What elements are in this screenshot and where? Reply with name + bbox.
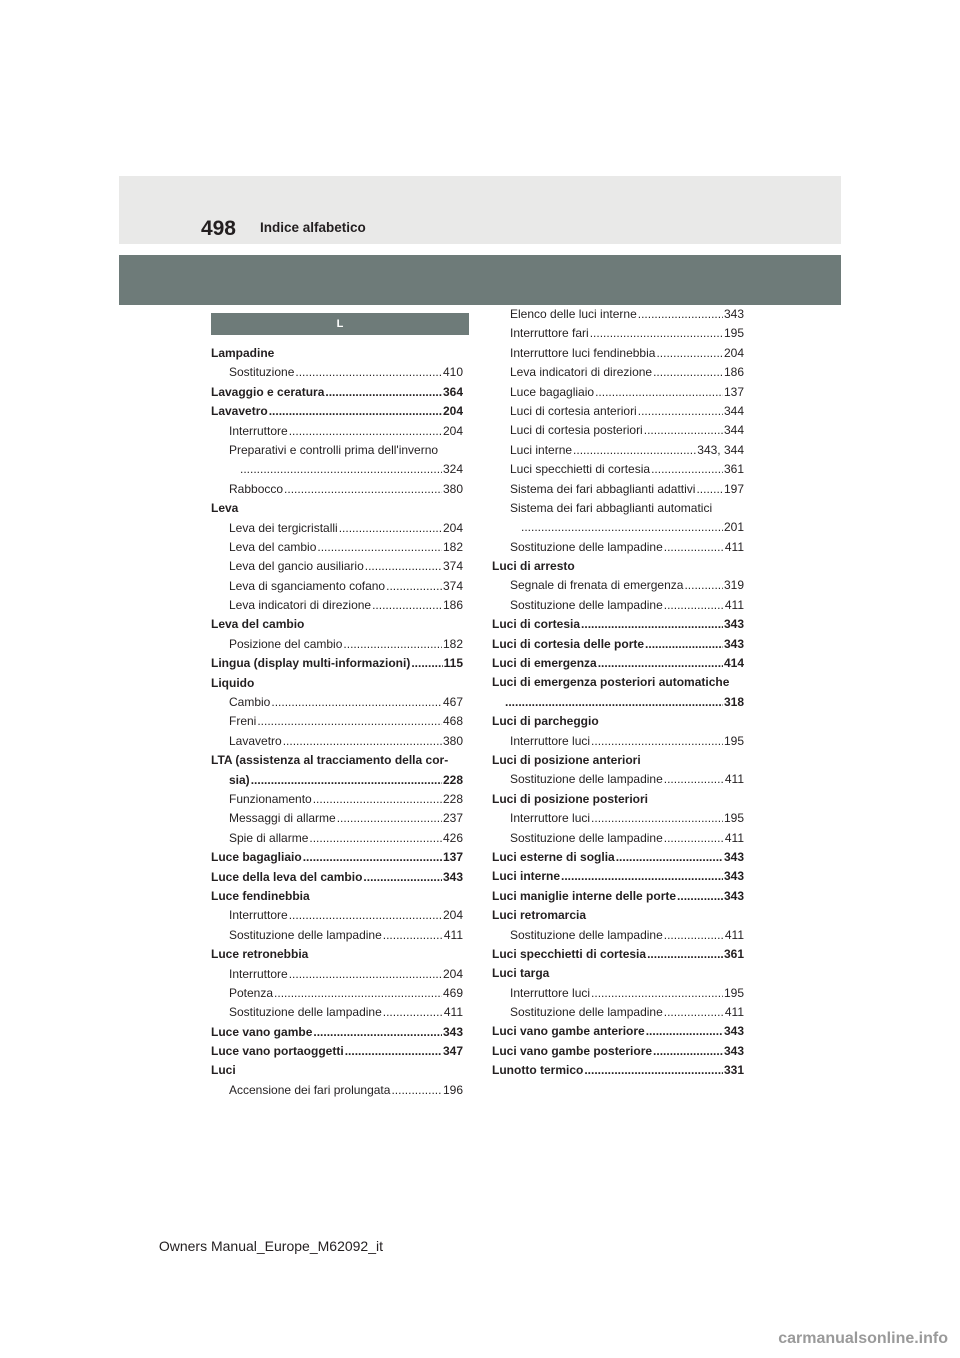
entry-page-ref: 195 <box>723 985 744 1000</box>
index-entry <box>211 615 463 634</box>
index-entry <box>211 499 463 518</box>
entry-term: sia) <box>229 772 250 787</box>
index-subentry <box>492 402 744 421</box>
dot-leader <box>561 867 723 886</box>
entry-page-ref: 347 <box>442 1044 463 1059</box>
index-column-left <box>211 344 463 1100</box>
entry-term: Luci maniglie interne delle porte <box>492 888 677 903</box>
entry-term: Sostituzione delle lampadine <box>510 1005 663 1020</box>
index-subentry <box>492 576 744 595</box>
index-subentry <box>211 538 463 557</box>
entry-page-ref: 343, 344 <box>697 442 744 457</box>
dot-leader <box>303 848 442 867</box>
entry-term: Leva del cambio <box>211 617 305 632</box>
entry-term: Sistema dei fari abbaglianti automatici <box>510 500 713 515</box>
entry-page-ref: 186 <box>723 365 744 380</box>
index-subentry <box>492 518 744 537</box>
entry-page-ref: 204 <box>442 520 463 535</box>
dot-leader <box>274 984 442 1003</box>
entry-term: Luci di cortesia posteriori <box>510 423 643 438</box>
dot-leader <box>251 771 442 790</box>
entry-term: LTA (assistenza al tracciamento della cor- <box>211 753 449 768</box>
index-subentry <box>492 363 744 382</box>
dot-leader <box>383 1003 443 1022</box>
entry-page-ref: 197 <box>723 481 744 496</box>
entry-term: Luce della leva del cambio <box>211 869 363 884</box>
entry-page-ref: 361 <box>723 462 744 477</box>
dot-leader <box>590 324 723 343</box>
index-entry <box>211 1042 463 1061</box>
entry-term: Luci specchietti di cortesia <box>510 462 651 477</box>
entry-term: Luci vano gambe posteriore <box>492 1043 653 1058</box>
entry-page-ref: 374 <box>442 559 463 574</box>
entry-page-ref: 195 <box>723 811 744 826</box>
index-entry <box>211 654 463 673</box>
entry-term: Luce bagagliaio <box>510 384 595 399</box>
index-subentry <box>492 809 744 828</box>
dot-leader <box>313 790 442 809</box>
dot-leader <box>664 596 724 615</box>
entry-page-ref: 237 <box>442 811 463 826</box>
index-entry <box>492 1022 744 1041</box>
entry-page-ref: 115 <box>443 656 463 671</box>
dot-leader <box>271 693 442 712</box>
entry-term: Interruttore luci <box>510 733 591 748</box>
dot-leader <box>289 906 442 925</box>
index-subentry <box>492 441 744 460</box>
index-entry <box>492 615 744 634</box>
dot-leader <box>345 1042 442 1061</box>
index-entry <box>492 1042 744 1061</box>
dot-leader <box>325 383 442 402</box>
entry-page-ref: 204 <box>442 423 463 438</box>
entry-page-ref: 343 <box>723 1043 744 1058</box>
entry-page-ref: 343 <box>442 869 463 884</box>
dot-leader <box>616 848 723 867</box>
index-subentry <box>492 460 744 479</box>
entry-page-ref: 411 <box>724 927 744 942</box>
entry-term: Interruttore fari <box>510 326 589 341</box>
entry-page-ref: 343 <box>442 1024 463 1039</box>
entry-term: Funzionamento <box>229 791 312 806</box>
index-entry <box>492 964 744 983</box>
entry-term: Luce fendinebbia <box>211 888 310 903</box>
entry-page-ref: 137 <box>442 850 463 865</box>
entry-term: Sostituzione delle lampadine <box>510 830 663 845</box>
entry-page-ref: 343 <box>723 888 744 903</box>
dot-leader <box>289 422 442 441</box>
entry-term: Freni <box>229 714 257 729</box>
index-entry <box>211 1061 463 1080</box>
entry-term: Interruttore <box>229 908 288 923</box>
index-subentry <box>211 441 463 460</box>
entry-term: Luci vano gambe anteriore <box>492 1024 645 1039</box>
index-subentry <box>492 324 744 343</box>
entry-term: Potenza <box>229 985 274 1000</box>
entry-term: Interruttore <box>229 423 288 438</box>
index-subentry <box>492 538 744 557</box>
entry-page-ref: 344 <box>723 423 744 438</box>
entry-term: Sostituzione delle lampadine <box>510 597 663 612</box>
dot-leader <box>598 654 723 673</box>
index-subentry <box>211 557 463 576</box>
entry-term: Messaggi di allarme <box>229 811 336 826</box>
entry-term: Cambio <box>229 695 271 710</box>
entry-page-ref: 380 <box>442 733 463 748</box>
dot-leader <box>521 518 723 537</box>
index-entry <box>492 1061 744 1080</box>
entry-term: Luci specchietti di cortesia <box>492 946 647 961</box>
entry-term: Leva indicatori di direzione <box>229 598 372 613</box>
index-subentry <box>211 460 463 479</box>
dot-leader <box>696 480 723 499</box>
dot-leader <box>638 402 723 421</box>
entry-page-ref: 195 <box>723 733 744 748</box>
entry-page-ref: 137 <box>723 384 744 399</box>
index-subentry <box>492 305 744 324</box>
dot-leader <box>343 635 442 654</box>
index-entry <box>492 906 744 925</box>
dot-leader <box>257 712 442 731</box>
entry-term: Leva di sganciamento cofano <box>229 578 386 593</box>
index-entry <box>211 771 463 790</box>
entry-term: Luci di parcheggio <box>492 714 599 729</box>
dot-leader <box>339 519 442 538</box>
index-entry <box>492 945 744 964</box>
index-column-right <box>492 305 744 1081</box>
index-entry <box>492 848 744 867</box>
entry-page-ref: 201 <box>723 520 744 535</box>
entry-term: Accensione dei fari prolungata <box>229 1082 391 1097</box>
dot-leader <box>651 460 723 479</box>
index-entry <box>211 945 463 964</box>
entry-term: Luci di cortesia <box>492 617 581 632</box>
index-subentry <box>211 480 463 499</box>
index-subentry <box>492 926 744 945</box>
index-subentry <box>492 480 744 499</box>
index-entry <box>211 848 463 867</box>
entry-page-ref: 374 <box>442 578 463 593</box>
index-subentry <box>211 422 463 441</box>
dot-leader <box>365 557 442 576</box>
entry-page-ref: 343 <box>723 307 744 321</box>
index-subentry <box>211 635 463 654</box>
dot-leader <box>645 635 723 654</box>
entry-page-ref: 196 <box>442 1082 463 1097</box>
entry-term: Sostituzione <box>229 365 295 380</box>
index-subentry <box>211 363 463 382</box>
dot-leader <box>386 577 442 596</box>
dot-leader <box>317 538 442 557</box>
entry-term: Luci esterne di soglia <box>492 849 615 864</box>
index-subentry <box>211 596 463 615</box>
entry-page-ref: 411 <box>724 597 744 612</box>
dot-leader <box>684 576 723 595</box>
entry-page-ref: 228 <box>442 791 463 806</box>
dot-leader <box>647 945 723 964</box>
dot-leader <box>505 693 723 712</box>
entry-term: Luci di posizione posteriori <box>492 791 649 806</box>
entry-page-ref: 344 <box>723 403 744 418</box>
index-entry <box>492 557 744 576</box>
entry-page-ref: 411 <box>724 1005 744 1020</box>
dot-leader <box>591 809 723 828</box>
dot-leader <box>656 344 723 363</box>
dot-leader <box>653 1042 723 1061</box>
dot-leader <box>391 1081 442 1100</box>
entry-term: Lampadine <box>211 346 275 360</box>
dot-leader <box>289 965 442 984</box>
dot-leader <box>363 868 442 887</box>
entry-term: Lavavetro <box>229 733 282 748</box>
entry-page-ref: 343 <box>723 1024 744 1039</box>
entry-term: Interruttore <box>229 966 288 981</box>
entry-page-ref: 331 <box>723 1063 744 1078</box>
index-subentry <box>211 965 463 984</box>
entry-term: Luce retronebbia <box>211 947 309 962</box>
index-entry <box>492 867 744 886</box>
entry-term: Spie di allarme <box>229 830 309 845</box>
entry-page-ref: 318 <box>723 694 744 709</box>
dot-leader <box>638 305 723 324</box>
index-subentry <box>492 984 744 1003</box>
entry-page-ref: 414 <box>723 656 744 671</box>
entry-page-ref: 204 <box>442 966 463 981</box>
entry-term: Segnale di frenata di emergenza <box>510 578 684 593</box>
entry-term: Interruttore luci <box>510 811 591 826</box>
index-subentry <box>492 1003 744 1022</box>
dot-leader <box>644 421 723 440</box>
entry-term: Interruttore luci fendinebbia <box>510 345 656 360</box>
entry-term: Lavaggio e ceratura <box>211 384 325 399</box>
entry-term: Sostituzione delle lampadine <box>229 927 382 942</box>
section-title: Indice alfabetico <box>260 220 366 235</box>
index-subentry <box>492 829 744 848</box>
entry-page-ref: 204 <box>442 908 463 923</box>
entry-term: Lunotto termico <box>492 1063 584 1078</box>
entry-term: Luce bagagliaio <box>211 850 302 865</box>
index-subentry <box>492 732 744 751</box>
entry-page-ref: 410 <box>442 365 463 380</box>
dot-leader <box>309 829 442 848</box>
index-subentry <box>492 770 744 789</box>
entry-page-ref: 361 <box>723 946 744 961</box>
entry-term: Sostituzione delle lampadine <box>229 1005 382 1020</box>
index-entry <box>492 673 744 692</box>
dot-leader <box>664 538 724 557</box>
entry-page-ref: 411 <box>724 772 744 787</box>
entry-term: Lavavetro <box>211 404 268 419</box>
index-entry <box>492 887 744 906</box>
index-subentry <box>211 693 463 712</box>
entry-term: Leva del gancio ausiliario <box>229 559 364 574</box>
entry-term: Lingua (display multi-informazioni) <box>211 656 411 671</box>
dot-leader <box>595 383 723 402</box>
entry-term: Sostituzione delle lampadine <box>510 539 663 554</box>
entry-term: Leva dei tergicristalli <box>229 520 338 535</box>
entry-page-ref: 195 <box>723 326 744 341</box>
entry-term: Luce vano portaoggetti <box>211 1044 344 1059</box>
index-subentry <box>492 344 744 363</box>
index-entry <box>211 344 463 363</box>
entry-page-ref: 411 <box>443 1005 463 1020</box>
entry-term: Leva indicatori di direzione <box>510 365 653 380</box>
index-entry <box>492 751 744 770</box>
entry-term: Luci <box>211 1063 236 1078</box>
entry-term: Luci di cortesia anteriori <box>510 403 637 418</box>
entry-page-ref: 411 <box>443 927 463 942</box>
dot-leader <box>383 926 443 945</box>
index-entry <box>211 751 463 770</box>
index-subentry <box>492 383 744 402</box>
index-subentry <box>211 790 463 809</box>
dot-leader <box>664 926 724 945</box>
dot-leader <box>283 732 442 751</box>
entry-term: Leva del cambio <box>229 539 317 554</box>
index-entry <box>211 887 463 906</box>
entry-page-ref: 467 <box>442 695 463 710</box>
index-entry <box>492 654 744 673</box>
dot-leader <box>677 887 723 906</box>
entry-term: Luci di emergenza <box>492 656 597 671</box>
entry-term: Luci interne <box>492 869 561 884</box>
entry-term: Luci di posizione anteriori <box>492 752 641 767</box>
entry-term: Luci retromarcia <box>492 908 587 923</box>
dot-leader <box>295 363 442 382</box>
entry-page-ref: 343 <box>723 849 744 864</box>
entry-page-ref: 204 <box>723 345 744 360</box>
index-entry <box>211 402 463 421</box>
index-subentry <box>492 499 744 518</box>
entry-term: Luci di emergenza posteriori automatiche <box>492 675 730 690</box>
entry-page-ref: 364 <box>442 384 463 399</box>
index-subentry <box>211 1081 463 1100</box>
dot-leader <box>591 984 723 1003</box>
index-subentry <box>211 926 463 945</box>
dot-leader <box>591 732 723 751</box>
index-letter-heading: L <box>211 313 469 335</box>
dot-leader <box>372 596 442 615</box>
entry-page-ref: 411 <box>724 539 744 554</box>
index-entry <box>492 693 744 712</box>
index-subentry <box>211 519 463 538</box>
entry-term: Luci di cortesia delle porte <box>492 636 645 651</box>
dot-leader <box>664 829 724 848</box>
entry-term: Luci interne <box>510 442 573 457</box>
entry-page-ref: 204 <box>442 404 463 419</box>
entry-term: Interruttore luci <box>510 985 591 1000</box>
index-subentry <box>492 421 744 440</box>
dot-leader <box>284 480 442 499</box>
dot-leader <box>269 402 442 421</box>
header-divider-band <box>119 255 841 305</box>
dot-leader <box>653 363 723 382</box>
entry-page-ref: 343 <box>723 617 744 632</box>
entry-page-ref: 182 <box>442 539 463 554</box>
index-subentry <box>211 732 463 751</box>
index-subentry <box>211 906 463 925</box>
index-entry <box>492 635 744 654</box>
entry-page-ref: 182 <box>442 636 463 651</box>
entry-term: Elenco delle luci interne <box>510 307 637 321</box>
entry-page-ref: 469 <box>442 985 463 1000</box>
dot-leader <box>584 1061 723 1080</box>
index-entry <box>211 383 463 402</box>
index-entry <box>492 712 744 731</box>
dot-leader <box>313 1023 442 1042</box>
entry-page-ref: 343 <box>723 636 744 651</box>
dot-leader <box>240 460 442 479</box>
dot-leader <box>581 615 723 634</box>
index-subentry <box>211 1003 463 1022</box>
entry-term: Sostituzione delle lampadine <box>510 927 663 942</box>
page-number: 498 <box>200 217 236 240</box>
entry-term: Sostituzione delle lampadine <box>510 772 663 787</box>
entry-page-ref: 426 <box>442 830 463 845</box>
entry-term: Luce vano gambe <box>211 1024 313 1039</box>
entry-term: Leva <box>211 501 239 516</box>
index-entry <box>211 674 463 693</box>
index-subentry <box>492 596 744 615</box>
index-entry <box>211 868 463 887</box>
entry-page-ref: 468 <box>442 714 463 729</box>
watermark: carmanualsonline.info <box>778 1330 948 1347</box>
dot-leader <box>573 441 696 460</box>
dot-leader <box>337 809 442 828</box>
dot-leader <box>664 1003 724 1022</box>
entry-page-ref: 324 <box>442 462 463 477</box>
document-footer: Owners Manual_Europe_M62092_it <box>158 1238 383 1254</box>
entry-page-ref: 319 <box>723 578 744 593</box>
entry-term: Liquido <box>211 675 255 690</box>
index-entry <box>211 1023 463 1042</box>
index-subentry <box>211 712 463 731</box>
entry-term: Sistema dei fari abbaglianti adattivi <box>510 481 696 496</box>
entry-page-ref: 228 <box>442 772 463 787</box>
entry-term: Luci di arresto <box>492 559 575 574</box>
entry-page-ref: 343 <box>723 869 744 884</box>
page-header <box>119 176 841 244</box>
dot-leader <box>664 770 724 789</box>
entry-page-ref: 380 <box>442 481 463 496</box>
dot-leader <box>411 654 442 673</box>
entry-term: Rabbocco <box>229 481 284 496</box>
dot-leader <box>646 1022 723 1041</box>
index-subentry <box>211 829 463 848</box>
index-entry <box>492 790 744 809</box>
entry-term: Posizione del cambio <box>229 636 343 651</box>
entry-term: Preparativi e controlli prima dell'inverno <box>229 442 439 457</box>
index-subentry <box>211 809 463 828</box>
entry-page-ref: 186 <box>442 598 463 613</box>
index-subentry <box>211 984 463 1003</box>
entry-page-ref: 411 <box>724 830 744 845</box>
index-subentry <box>211 577 463 596</box>
entry-term: Luci targa <box>492 966 550 981</box>
